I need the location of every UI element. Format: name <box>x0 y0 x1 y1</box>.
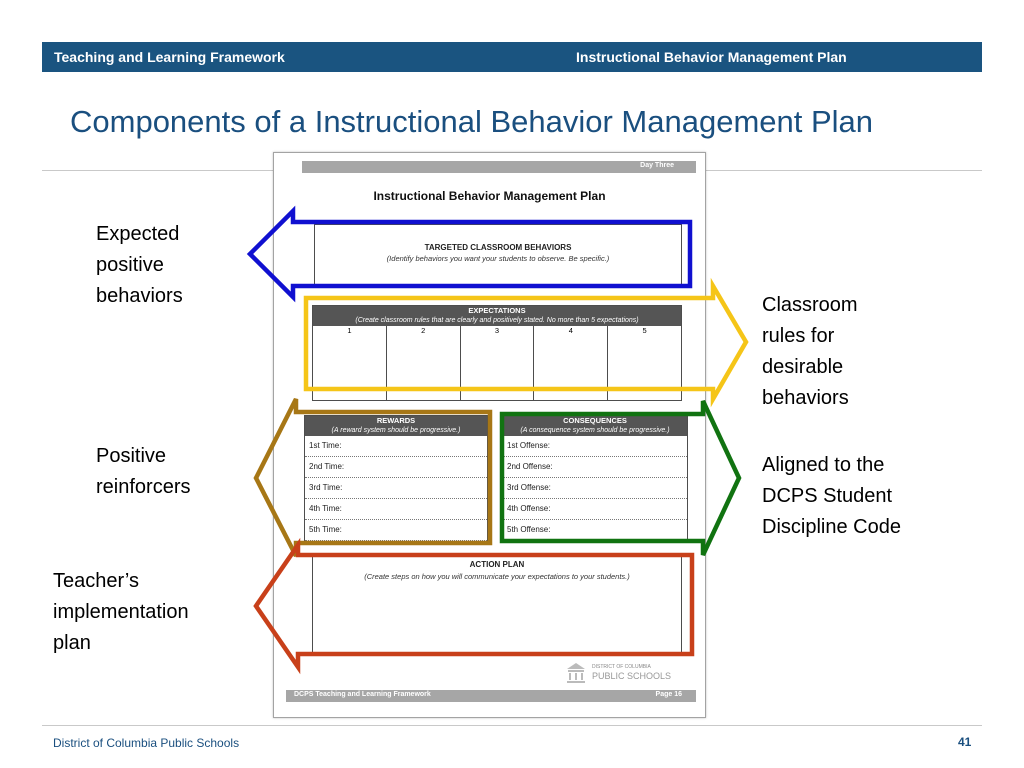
rewards-heading: REWARDS <box>305 416 487 426</box>
consequences-heading: CONSEQUENCES <box>503 416 687 426</box>
expectation-column: 4 <box>534 326 608 400</box>
consequence-row: 1st Offense: <box>503 436 687 457</box>
double-arrow-green <box>502 401 739 555</box>
expectation-column: 1 <box>313 326 387 400</box>
expectation-column: 2 <box>387 326 461 400</box>
label-line: rules for <box>762 325 835 347</box>
header-left-title: Teaching and Learning Framework <box>54 49 285 65</box>
reward-row: 1st Time: <box>305 436 487 457</box>
consequence-row: 3rd Offense: <box>503 478 687 499</box>
left-arrow-red <box>256 545 692 667</box>
label-classroom-rules <box>762 290 858 414</box>
day-label-bar: Day Three <box>302 161 696 173</box>
label-line: Classroom <box>762 294 858 316</box>
reward-row: 2nd Time: <box>305 457 487 478</box>
action-note: (Create steps on how you will communicate your expectations to your students.) <box>364 572 630 581</box>
expectations-heading: EXPECTATIONS <box>313 306 681 316</box>
rewards-note: (A reward system should be progressive.) <box>305 426 487 436</box>
reward-row: 5th Time: <box>305 520 487 541</box>
consequence-row: 5th Offense: <box>503 520 687 541</box>
expectations-note: (Create classroom rules that are clearly and positively stated. No more than 5 expectations) <box>313 316 681 326</box>
label-line: implementation <box>53 601 189 623</box>
footer-divider <box>42 725 982 726</box>
right-arrow-yellow <box>306 286 746 399</box>
footer-organization: District of Columbia Public Schools <box>53 736 240 750</box>
expectation-column: 3 <box>461 326 535 400</box>
label-line: Teacher’s <box>53 570 139 592</box>
label-teacher-implementation-plan <box>53 566 189 659</box>
consequences-note: (A consequence system should be progressive.) <box>503 426 687 436</box>
footer-page-number: 41 <box>958 735 972 749</box>
targeted-heading: TARGETED CLASSROOM BEHAVIORS <box>424 243 572 252</box>
label-line: behaviors <box>762 387 849 409</box>
reward-row: 3rd Time: <box>305 478 487 499</box>
document-footer-right: Page 16 <box>655 691 682 698</box>
label-positive-reinforcers <box>96 441 190 503</box>
label-line: desirable <box>762 356 844 378</box>
label-line: Expected <box>96 223 180 245</box>
consequence-row: 2nd Offense: <box>503 457 687 478</box>
label-line: behaviors <box>96 285 183 307</box>
logo-line-1: DISTRICT OF COLUMBIA <box>592 664 651 670</box>
left-arrow-blue <box>250 211 690 297</box>
action-heading: ACTION PLAN <box>469 560 525 569</box>
label-line: DCPS Student <box>762 485 893 507</box>
label-line: Positive <box>96 445 167 467</box>
document-footer-left: DCPS Teaching and Learning Framework <box>294 691 431 698</box>
consequence-row: 4th Offense: <box>503 499 687 520</box>
targeted-note: (Identify behaviors you want your students to observe. Be specific.) <box>386 254 610 263</box>
double-arrow-brown <box>256 399 490 556</box>
document-title: Instructional Behavior Management Plan <box>373 189 606 203</box>
logo-line-2: PUBLIC SCHOOLS <box>592 671 672 681</box>
label-line: Aligned to the <box>762 454 885 476</box>
label-expected-positive-behaviors <box>96 219 183 312</box>
slide-title: Components of a Instructional Behavior Management Plan <box>70 104 874 139</box>
label-line: plan <box>53 632 91 654</box>
label-line: reinforcers <box>96 476 191 498</box>
reward-row: 4th Time: <box>305 499 487 520</box>
label-aligned-discipline-code <box>762 450 901 543</box>
label-line: positive <box>96 254 164 276</box>
label-line: Discipline Code <box>762 516 901 538</box>
header-right-title: Instructional Behavior Management Plan <box>576 49 847 65</box>
expectation-column: 5 <box>642 326 647 335</box>
